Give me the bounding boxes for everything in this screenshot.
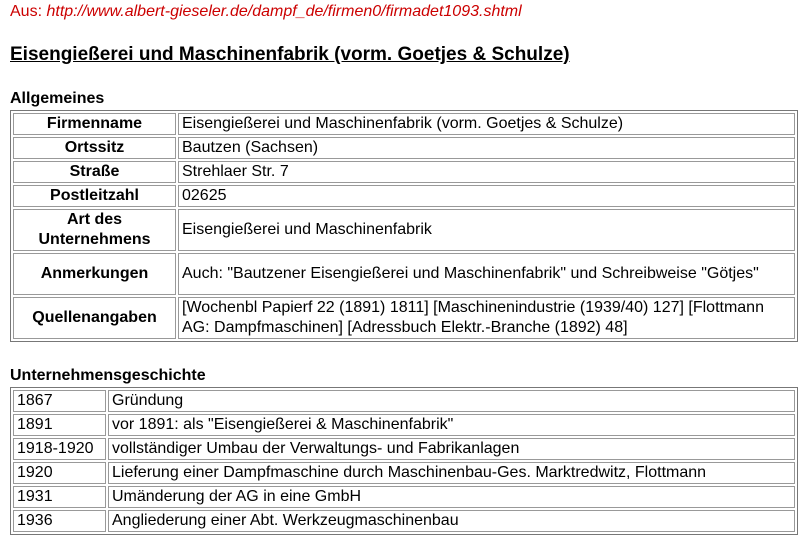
row-value: Auch: "Bautzener Eisengießerei und Maschinenfabrik" und Schreibweise "Götjes" (178, 253, 795, 295)
history-year: 1891 (13, 414, 106, 436)
row-value: Strehlaer Str. 7 (178, 161, 795, 183)
general-heading: Allgemeines (10, 90, 105, 107)
row-value: Eisengießerei und Maschinenfabrik (vorm. Goetjes & Schulze) (178, 113, 795, 135)
history-year: 1918-1920 (13, 438, 106, 460)
history-event: Angliederung einer Abt. Werkzeugmaschinenbau (108, 510, 795, 532)
history-heading: Unternehmensgeschichte (10, 367, 206, 384)
history-table (10, 387, 798, 535)
table-row (13, 253, 795, 295)
row-value: [Wochenbl Papierf 22 (1891) 1811] [Maschinenindustrie (1939/40) 127] [Flottmann AG: Dampfmaschinen] [Adressbuch Elektr.-Branche (1892) 48] (178, 297, 795, 339)
source-prefix: Aus: (10, 3, 43, 20)
history-year: 1931 (13, 486, 106, 508)
history-year: 1920 (13, 462, 106, 484)
source-line (10, 3, 522, 21)
table-row (13, 390, 795, 412)
row-label: Quellenangaben (13, 297, 176, 339)
history-event: Gründung (108, 390, 795, 412)
table-row (13, 510, 795, 532)
table-row (13, 462, 795, 484)
row-label: Postleitzahl (13, 185, 176, 207)
row-label: Ortssitz (13, 137, 176, 159)
history-event: vor 1891: als "Eisengießerei & Maschinenfabrik" (108, 414, 795, 436)
history-year: 1936 (13, 510, 106, 532)
row-label: Anmerkungen (13, 253, 176, 295)
row-label: Art des Unternehmens (13, 209, 176, 251)
table-row (13, 486, 795, 508)
row-value: Eisengießerei und Maschinenfabrik (178, 209, 795, 251)
general-info-table (10, 110, 798, 342)
page-title: Eisengießerei und Maschinenfabrik (vorm. Goetjes & Schulze) (10, 44, 570, 65)
source-url-link[interactable]: http://www.albert-gieseler.de/dampf_de/firmen0/firmadet1093.shtml (46, 3, 522, 20)
row-value: Bautzen (Sachsen) (178, 137, 795, 159)
history-event: Umänderung der AG in eine GmbH (108, 486, 795, 508)
row-label: Straße (13, 161, 176, 183)
row-value: 02625 (178, 185, 795, 207)
table-row (13, 137, 795, 159)
table-row (13, 297, 795, 339)
history-event: vollständiger Umbau der Verwaltungs- und Fabrikanlagen (108, 438, 795, 460)
table-row (13, 414, 795, 436)
history-event: Lieferung einer Dampfmaschine durch Maschinenbau-Ges. Marktredwitz, Flottmann (108, 462, 795, 484)
table-row (13, 185, 795, 207)
history-year: 1867 (13, 390, 106, 412)
table-row (13, 113, 795, 135)
table-row (13, 438, 795, 460)
table-row (13, 209, 795, 251)
row-label: Firmenname (13, 113, 176, 135)
table-row (13, 161, 795, 183)
